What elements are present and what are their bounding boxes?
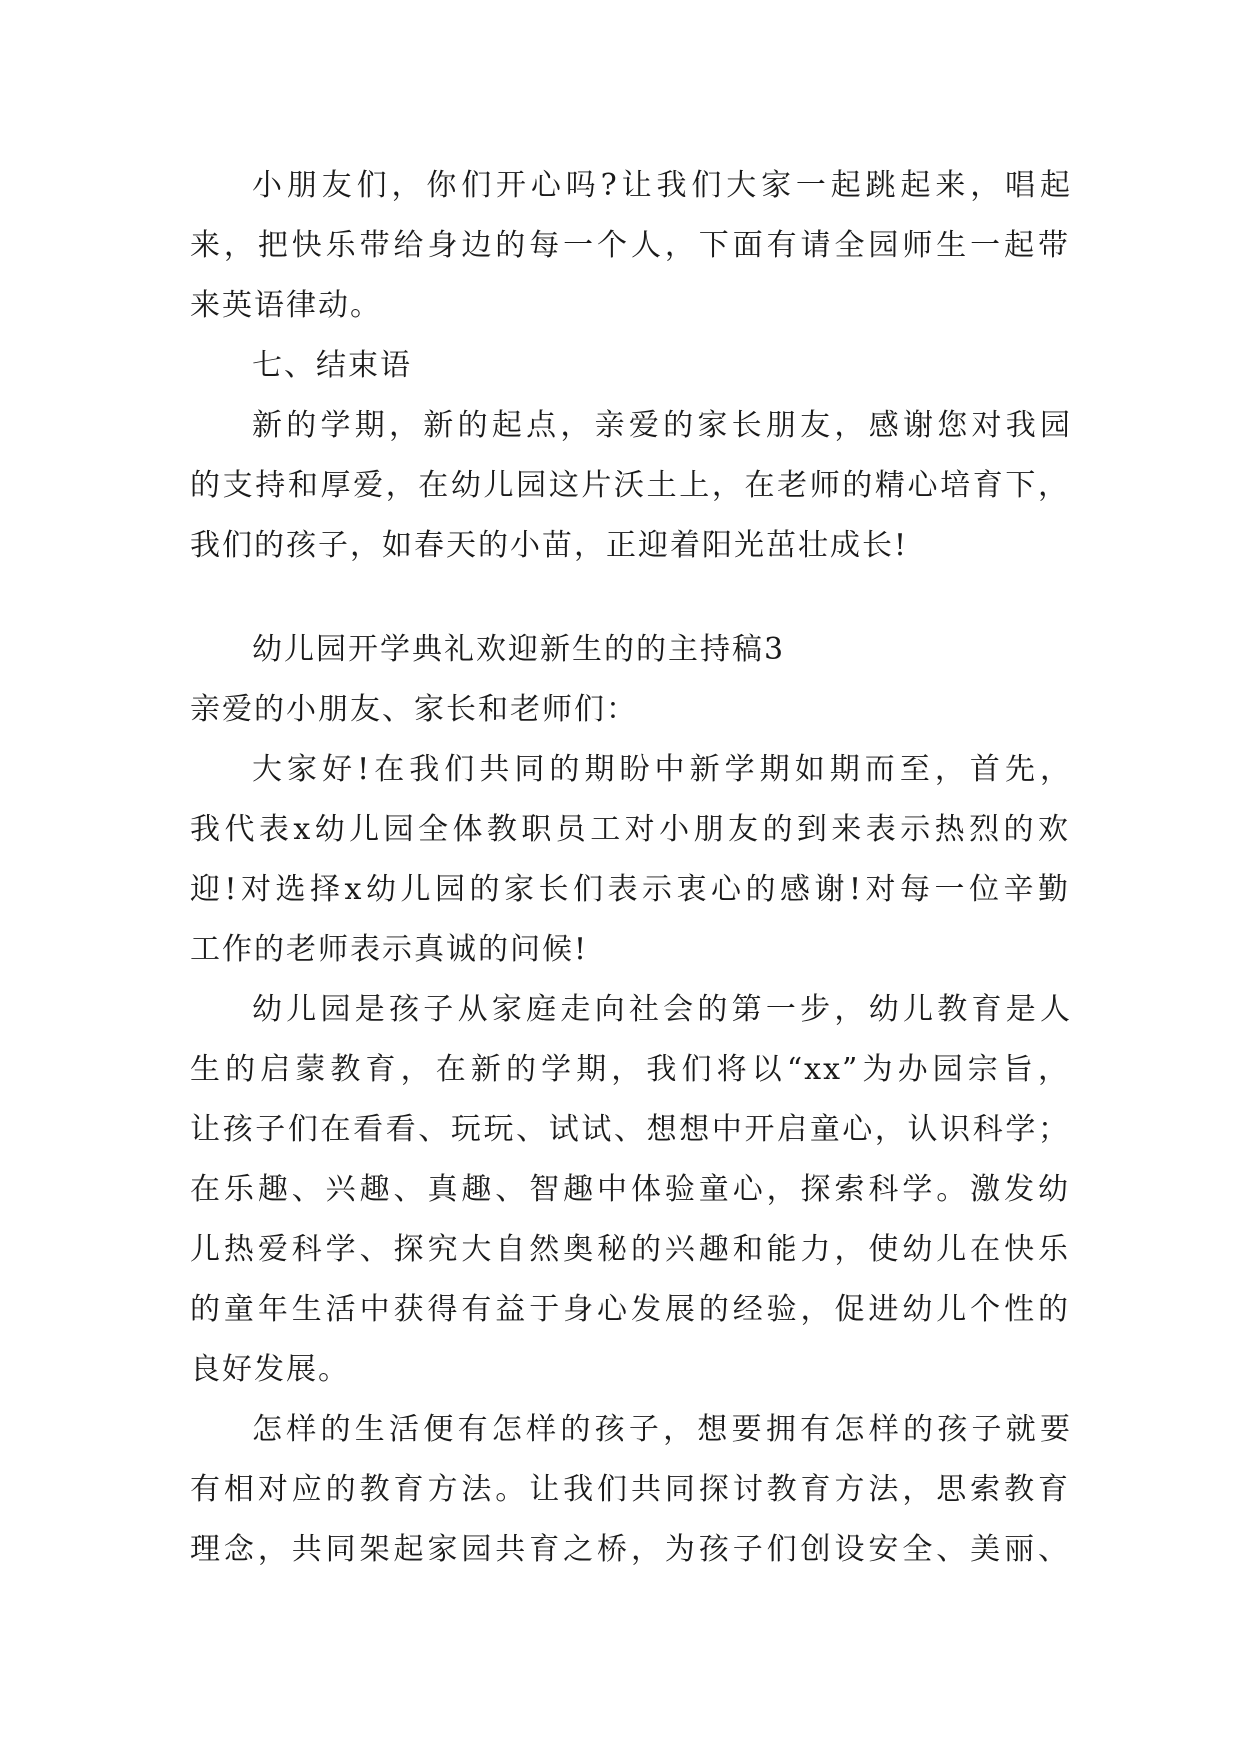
paragraph-line: 在乐趣、兴趣、真趣、智趣中体验童心，探索科学。激发幼 (190, 1172, 1070, 1207)
paragraph-line: 儿热爱科学、探究大自然奥秘的兴趣和能力，使幼儿在快乐 (190, 1232, 1070, 1267)
document-title: 幼儿园开学典礼欢迎新生的的主持稿3 (252, 632, 786, 667)
paragraph-line: 小朋友们，你们开心吗?让我们大家一起跳起来，唱起 (252, 168, 1072, 203)
paragraph-line: 我代表x幼儿园全体教职员工对小朋友的到来表示热烈的欢 (190, 812, 1070, 847)
paragraph-line: 大家好!在我们共同的期盼中新学期如期而至，首先， (252, 752, 1072, 787)
paragraph-line: 的支持和厚爱，在幼儿园这片沃土上，在老师的精心培育下， (190, 468, 1070, 503)
paragraph-line: 生的启蒙教育，在新的学期，我们将以“xx”为办园宗旨， (190, 1052, 1070, 1087)
paragraph-line: 良好发展。 (190, 1352, 350, 1387)
paragraph-line: 工作的老师表示真诚的问候! (190, 932, 589, 967)
paragraph-line: 来英语律动。 (190, 288, 382, 323)
paragraph-line: 我们的孩子，如春天的小苗，正迎着阳光茁壮成长! (190, 528, 909, 563)
paragraph-line: 来，把快乐带给身边的每一个人，下面有请全园师生一起带 (190, 228, 1070, 263)
paragraph-line: 有相对应的教育方法。让我们共同探讨教育方法，思索教育 (190, 1472, 1070, 1507)
paragraph-line: 迎!对选择x幼儿园的家长们表示衷心的感谢!对每一位辛勤 (190, 872, 1070, 907)
paragraph-line: 让孩子们在看看、玩玩、试试、想想中开启童心，认识科学； (190, 1112, 1070, 1147)
paragraph-line: 新的学期，新的起点，亲爱的家长朋友，感谢您对我园 (252, 408, 1072, 443)
paragraph-line: 理念，共同架起家园共育之桥，为孩子们创设安全、美丽、 (190, 1532, 1070, 1567)
section-heading: 七、结束语 (252, 348, 412, 383)
paragraph-line: 幼儿园是孩子从家庭走向社会的第一步，幼儿教育是人 (252, 992, 1072, 1027)
paragraph-line: 怎样的生活便有怎样的孩子，想要拥有怎样的孩子就要 (252, 1412, 1072, 1447)
paragraph-line: 的童年生活中获得有益于身心发展的经验，促进幼儿个性的 (190, 1292, 1070, 1327)
salutation: 亲爱的小朋友、家长和老师们： (190, 692, 638, 727)
